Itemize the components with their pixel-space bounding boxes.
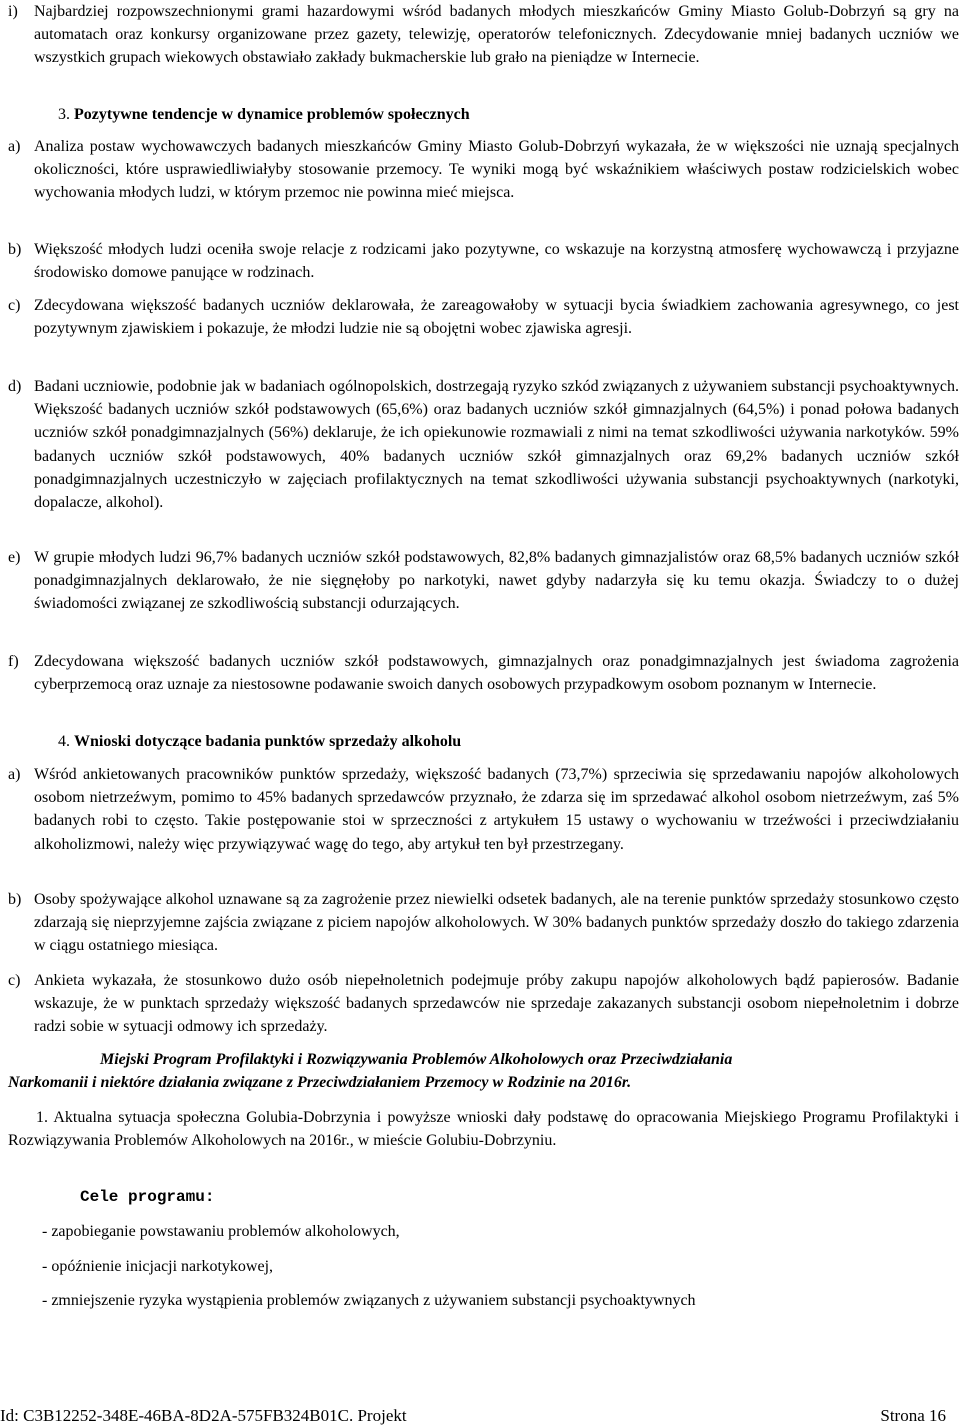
item-text: Osoby spożywające alkohol uznawane są za zagrożenie przez niewielki odsetek badanych, ale na terenie punktów sprzedaży stosunkowo często zdarzają się nieprzyjemne zajścia związane z piciem napojów alkoholowych. W 30% badanych punktów sprzedaży doszło do takiego zdarzenia w ciągu ostatniego miesiąca. — [34, 891, 959, 955]
list-item — [8, 763, 959, 856]
program-title-line-1: Miejski Program Profilaktyki i Rozwiązywania Problemów Alkoholowych oraz Przeciwdziałania — [100, 1051, 733, 1068]
intro-paragraph: 1. Aktualna sytuacja społeczna Golubia-Dobrzynia i powyższe wnioski dały podstawę do opracowania Miejskiego Programu Profilaktyki i Rozwiązywania Problemów Alkoholowych na 2016r., w mieście Golubiu-Dobrzyniu. — [8, 1109, 959, 1150]
item-label: a) — [8, 138, 21, 155]
document-id: Id: C3B12252-348E-46BA-8D2A-575FB324B01C. Projekt — [0, 1406, 407, 1425]
item-label: c) — [8, 972, 21, 989]
section-title: Pozytywne tendencje w dynamice problemów społecznych — [74, 106, 470, 123]
list-item — [8, 294, 959, 340]
item-label: e) — [8, 549, 21, 566]
item-text: Badani uczniowie, podobnie jak w badaniach ogólnopolskich, dostrzegają ryzyko szkód związanych z używaniem substancji psychoaktywnych. Większość badanych uczniów szkół podstawowych (65,6%) oraz badanych uczniów szkół gimnazjalnych (64,5%) i ponad połowa badanych uczniów szkół ponadgimnazjalnych (56%) deklaruje, że ich opiekunowie rozmawiali z nimi na temat szkodliwości używania narkotyków. 59% badanych uczniów szkół podstawowych, 40% badanych uczniów szkół gimnazjalnych oraz 69,2% badanych uczniów szkół ponadgimnazjalnych uczestniczyło w zajęciach profilaktycznych na temat szkodliwości używania substancji psychoaktywnych (narkotyki, dopalacze, alkohol). — [34, 378, 959, 512]
item-label: a) — [8, 766, 21, 783]
item-text: Zdecydowana większość badanych uczniów szkół podstawowych, gimnazjalnych oraz ponadgimnazjalnych jest świadoma zagrożenia cyberprzemocą oraz uznaje za niestosowne podawanie swoich danych osobowych przypadkowym osobom poznanym w Internecie. — [34, 653, 959, 694]
program-title-line-2: Narkomanii i niektóre działania związane z Przeciwdziałaniem Przemocy w Rodzinie na 2016r. — [8, 1074, 632, 1092]
item-label: b) — [8, 241, 22, 258]
list-item — [8, 650, 959, 696]
page-footer — [0, 1404, 960, 1428]
item-label: f) — [8, 653, 19, 670]
item-label: b) — [8, 891, 22, 908]
program-title — [8, 1048, 959, 1094]
item-text: Wśród ankietowanych pracowników punktów sprzedaży, większość badanych (73,7%) sprzeciwia się sprzedawaniu napojów alkoholowych osobom nietrzeźwym, pomimo to 45% badanych sprzedawców przyznało, że zdarza się im sprzedawać alkohol osobom nietrzeźwym, zaś 5% badanych robi to często. Takie postępowanie stoi w sprzeczności z artykułem 15 ustawy o wychowaniu w trzeźwości i przeciwdziałaniu alkoholizmowi, należy więc przywiązywać wagę do tego, aby artykuł ten był przestrzegany. — [34, 766, 959, 853]
section-number: 4. — [58, 733, 70, 750]
item-text: Zdecydowana większość badanych uczniów deklarowała, że zareagowałoby w sytuacji bycia świadkiem zachowania agresywnego, co jest pozytywnym zjawiskiem i pokazuje, że młodzi ludzie nie są obojętni wobec zjawiska agresji. — [34, 297, 959, 338]
item-text: Analiza postaw wychowawczych badanych mieszkańców Gminy Miasto Golub-Dobrzyń wykazała, że w większości nie uznają specjalnych okoliczności, które usprawiedliwiałyby stosowanie przemocy. Te wyniki mogą być wskaźnikiem właściwych postaw rodzicielskich wobec wychowania młodych ludzi, w którym przemoc nie powinna mieć miejsca. — [34, 138, 959, 202]
section-number: 3. — [58, 106, 70, 123]
list-item — [8, 969, 959, 1039]
list-item — [8, 238, 959, 284]
item-label: d) — [8, 378, 22, 395]
item-label: c) — [8, 297, 21, 314]
list-item — [8, 888, 959, 958]
goals-heading: Cele programu: — [80, 1188, 215, 1206]
goal-item: - zmniejszenie ryzyka wystąpienia problemów związanych z używaniem substancji psychoaktywnych — [42, 1292, 696, 1309]
goal-item: - opóźnienie inicjacji narkotykowej, — [42, 1258, 274, 1275]
goal-item: - zapobieganie powstawaniu problemów alkoholowych, — [42, 1223, 400, 1240]
item-text: Ankieta wykazała, że stosunkowo dużo osób niepełnoletnich podejmuje próby zakupu napojów alkoholowych bądź papierosów. Badanie wskazuje, że w punktach sprzedaży większość badanych sprzedawców nie sprzedaje zakazanych substancji osobom niepełnoletnim i dobrze radzi sobie w sytuacji odmowy ich sprzedaży. — [34, 972, 959, 1036]
section-heading-4 — [58, 730, 461, 753]
item-text: W grupie młodych ludzi 96,7% badanych uczniów szkół podstawowych, 82,8% badanych gimnazjalistów oraz 68,5% badanych uczniów szkół ponadgimnazjalnych deklarowało, że nie sięgnęłoby po narkotyki, nawet gdyby nadarzyła się ku temu okazja. Świadczy to o dużej świadomości związanej ze szkodliwością substancji odurzających. — [34, 549, 959, 613]
item-text: Najbardziej rozpowszechnionymi grami hazardowymi wśród badanych młodych mieszkańców Gminy Miasto Golub-Dobrzyń są gry na automatach oraz konkursy organizowane przez gazety, telewizję, operatorów telefonicznych. Zdecydowanie mniej badanych uczniów we wszystkich grupach wiekowych obstawiało zakłady bukmacherskie lub grało na pieniądze w Internecie. — [34, 3, 959, 67]
list-item — [8, 375, 959, 514]
list-item — [8, 0, 959, 70]
section-title: Wnioski dotyczące badania punktów sprzedaży alkoholu — [74, 733, 462, 750]
section-heading-3 — [58, 103, 470, 126]
page-number: Strona 16 — [880, 1406, 946, 1425]
list-item — [8, 135, 959, 205]
item-label: i) — [8, 3, 18, 20]
list-item — [8, 546, 959, 616]
item-text: Większość młodych ludzi oceniła swoje relacje z rodzicami jako pozytywne, co wskazuje na korzystną atmosferę wychowawczą i przyjazne środowisko domowe panujące w rodzinach. — [34, 241, 959, 282]
